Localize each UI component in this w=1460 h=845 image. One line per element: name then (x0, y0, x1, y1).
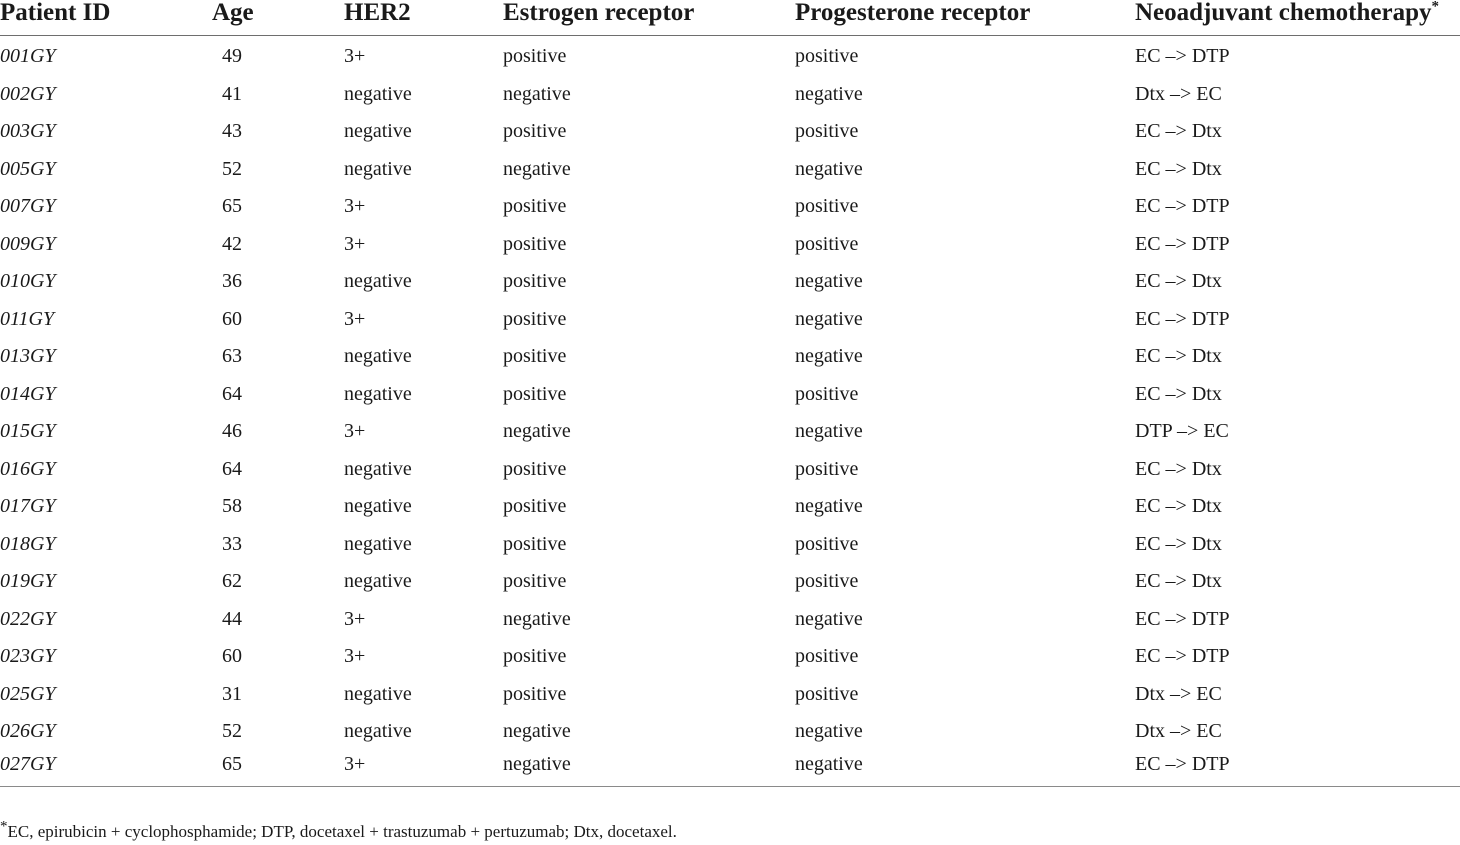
cell-progesterone-receptor: positive (795, 195, 859, 218)
cell-neoadjuvant-chemotherapy: Dtx –> EC (1135, 82, 1222, 105)
cell-her2: negative (344, 120, 412, 143)
cell-her2: 3+ (344, 232, 366, 255)
cell-her2: negative (344, 532, 412, 555)
cell-her2: 3+ (344, 607, 366, 630)
table-body (0, 36, 1460, 787)
table-row (0, 601, 1460, 639)
cell-progesterone-receptor: positive (795, 532, 859, 555)
cell-neoadjuvant-chemotherapy: EC –> DTP (1135, 45, 1230, 68)
header-neoadjuvant-chemotherapy (1135, 0, 1460, 36)
cell-progesterone-receptor: negative (795, 307, 863, 330)
cell-estrogen-receptor: negative (503, 157, 571, 180)
cell-her2: negative (344, 382, 412, 405)
cell-patient-id: 019GY (0, 570, 56, 593)
header-footnote-marker: * (1431, 0, 1440, 15)
header-estrogen-receptor: Estrogen receptor (503, 0, 795, 36)
cell-her2: 3+ (344, 645, 366, 668)
cell-age: 64 (222, 382, 242, 405)
cell-neoadjuvant-chemotherapy: EC –> Dtx (1135, 495, 1222, 518)
table-row (0, 113, 1460, 151)
table-row (0, 413, 1460, 451)
cell-age: 60 (222, 645, 242, 668)
cell-estrogen-receptor: positive (503, 345, 567, 368)
cell-her2: 3+ (344, 195, 366, 218)
cell-age: 36 (222, 270, 242, 293)
cell-patient-id: 010GY (0, 270, 56, 293)
table-footnote (0, 818, 677, 842)
cell-neoadjuvant-chemotherapy: EC –> Dtx (1135, 457, 1222, 480)
cell-estrogen-receptor: positive (503, 495, 567, 518)
cell-neoadjuvant-chemotherapy: EC –> DTP (1135, 195, 1230, 218)
cell-progesterone-receptor: negative (795, 270, 863, 293)
cell-patient-id: 002GY (0, 82, 56, 105)
table-row (0, 301, 1460, 339)
cell-progesterone-receptor: positive (795, 232, 859, 255)
table-row (0, 188, 1460, 226)
table-row (0, 338, 1460, 376)
cell-neoadjuvant-chemotherapy: EC –> DTP (1135, 607, 1230, 630)
cell-patient-id: 009GY (0, 232, 56, 255)
table-row (0, 451, 1460, 489)
cell-patient-id: 016GY (0, 457, 56, 480)
cell-her2: negative (344, 682, 412, 705)
cell-progesterone-receptor: negative (795, 420, 863, 443)
cell-her2: negative (344, 345, 412, 368)
cell-neoadjuvant-chemotherapy: EC –> Dtx (1135, 120, 1222, 143)
cell-neoadjuvant-chemotherapy: EC –> DTP (1135, 307, 1230, 330)
cell-neoadjuvant-chemotherapy: EC –> Dtx (1135, 532, 1222, 555)
cell-patient-id: 027GY (0, 751, 212, 787)
cell-progesterone-receptor: positive (795, 120, 859, 143)
cell-estrogen-receptor: negative (503, 751, 795, 787)
cell-patient-id: 015GY (0, 420, 56, 443)
cell-patient-id: 001GY (0, 45, 56, 68)
cell-patient-id: 022GY (0, 607, 56, 630)
cell-estrogen-receptor: positive (503, 532, 567, 555)
cell-patient-id: 007GY (0, 195, 56, 218)
cell-estrogen-receptor: negative (503, 607, 571, 630)
cell-patient-id: 018GY (0, 532, 56, 555)
cell-progesterone-receptor: negative (795, 607, 863, 630)
cell-patient-id: 013GY (0, 345, 56, 368)
cell-estrogen-receptor: positive (503, 570, 567, 593)
cell-age: 60 (222, 307, 242, 330)
cell-estrogen-receptor: positive (503, 645, 567, 668)
cell-her2: negative (344, 570, 412, 593)
cell-progesterone-receptor: negative (795, 720, 863, 743)
cell-progesterone-receptor: negative (795, 495, 863, 518)
header-age: Age (212, 0, 344, 36)
cell-neoadjuvant-chemotherapy: EC –> DTP (1135, 645, 1230, 668)
cell-age: 41 (222, 82, 242, 105)
cell-estrogen-receptor: negative (503, 720, 571, 743)
table-row (0, 226, 1460, 264)
cell-estrogen-receptor: positive (503, 45, 567, 68)
table-row (0, 713, 1460, 751)
cell-patient-id: 023GY (0, 645, 56, 668)
cell-age: 65 (222, 195, 242, 218)
cell-patient-id: 017GY (0, 495, 56, 518)
table-row (0, 563, 1460, 601)
header-neoadjuvant-label: Neoadjuvant chemotherapy (1135, 0, 1432, 26)
cell-age: 33 (222, 532, 242, 555)
cell-age: 63 (222, 345, 242, 368)
cell-age: 46 (222, 420, 242, 443)
cell-estrogen-receptor: positive (503, 307, 567, 330)
cell-progesterone-receptor: positive (795, 570, 859, 593)
cell-age: 31 (222, 682, 242, 705)
table-row (0, 151, 1460, 189)
cell-progesterone-receptor: positive (795, 457, 859, 480)
cell-age: 42 (222, 232, 242, 255)
table-row (0, 751, 1460, 787)
table-row (0, 676, 1460, 714)
table-header-row (0, 0, 1460, 36)
cell-age: 64 (222, 457, 242, 480)
table-row (0, 638, 1460, 676)
cell-neoadjuvant-chemotherapy: EC –> DTP (1135, 232, 1230, 255)
cell-age: 43 (222, 120, 242, 143)
cell-neoadjuvant-chemotherapy: Dtx –> EC (1135, 720, 1222, 743)
cell-her2: 3+ (344, 751, 503, 787)
cell-age: 52 (222, 157, 242, 180)
cell-neoadjuvant-chemotherapy: EC –> Dtx (1135, 382, 1222, 405)
cell-estrogen-receptor: positive (503, 232, 567, 255)
table-row (0, 36, 1460, 76)
cell-neoadjuvant-chemotherapy: EC –> Dtx (1135, 157, 1222, 180)
cell-patient-id: 026GY (0, 720, 56, 743)
cell-age: 44 (222, 607, 242, 630)
cell-estrogen-receptor: positive (503, 382, 567, 405)
cell-age: 52 (222, 720, 242, 743)
cell-patient-id: 025GY (0, 682, 56, 705)
cell-neoadjuvant-chemotherapy: EC –> DTP (1135, 751, 1460, 787)
cell-estrogen-receptor: positive (503, 195, 567, 218)
cell-estrogen-receptor: positive (503, 120, 567, 143)
footnote-text: EC, epirubicin + cyclophosphamide; DTP, docetaxel + trastuzumab + pertuzumab; Dtx, docetaxel. (7, 822, 677, 841)
table-row (0, 263, 1460, 301)
cell-her2: negative (344, 720, 412, 743)
cell-estrogen-receptor: positive (503, 682, 567, 705)
cell-progesterone-receptor: negative (795, 345, 863, 368)
table-row (0, 376, 1460, 414)
cell-progesterone-receptor: negative (795, 751, 1135, 787)
table-row (0, 76, 1460, 114)
cell-progesterone-receptor: positive (795, 682, 859, 705)
header-progesterone-receptor: Progesterone receptor (795, 0, 1135, 36)
cell-estrogen-receptor: positive (503, 457, 567, 480)
cell-patient-id: 003GY (0, 120, 56, 143)
cell-patient-id: 011GY (0, 307, 55, 330)
cell-her2: negative (344, 270, 412, 293)
cell-neoadjuvant-chemotherapy: EC –> Dtx (1135, 270, 1222, 293)
cell-progesterone-receptor: positive (795, 45, 859, 68)
header-patient-id: Patient ID (0, 0, 212, 36)
cell-age: 65 (212, 751, 344, 787)
cell-her2: 3+ (344, 45, 366, 68)
cell-progesterone-receptor: negative (795, 157, 863, 180)
cell-her2: negative (344, 157, 412, 180)
cell-neoadjuvant-chemotherapy: EC –> Dtx (1135, 345, 1222, 368)
cell-neoadjuvant-chemotherapy: DTP –> EC (1135, 420, 1229, 443)
cell-progesterone-receptor: positive (795, 382, 859, 405)
cell-her2: negative (344, 495, 412, 518)
cell-her2: negative (344, 82, 412, 105)
cell-progesterone-receptor: negative (795, 82, 863, 105)
cell-age: 49 (222, 45, 242, 68)
cell-age: 62 (222, 570, 242, 593)
header-her2: HER2 (344, 0, 503, 36)
cell-her2: 3+ (344, 420, 366, 443)
footnote-marker: * (0, 818, 8, 835)
cell-estrogen-receptor: negative (503, 420, 571, 443)
cell-progesterone-receptor: positive (795, 645, 859, 668)
cell-patient-id: 014GY (0, 382, 56, 405)
cell-age: 58 (222, 495, 242, 518)
cell-estrogen-receptor: negative (503, 82, 571, 105)
cell-neoadjuvant-chemotherapy: EC –> Dtx (1135, 570, 1222, 593)
cell-patient-id: 005GY (0, 157, 56, 180)
cell-her2: negative (344, 457, 412, 480)
cell-neoadjuvant-chemotherapy: Dtx –> EC (1135, 682, 1222, 705)
cell-her2: 3+ (344, 307, 366, 330)
cell-estrogen-receptor: positive (503, 270, 567, 293)
table-row (0, 488, 1460, 526)
table-row (0, 526, 1460, 564)
